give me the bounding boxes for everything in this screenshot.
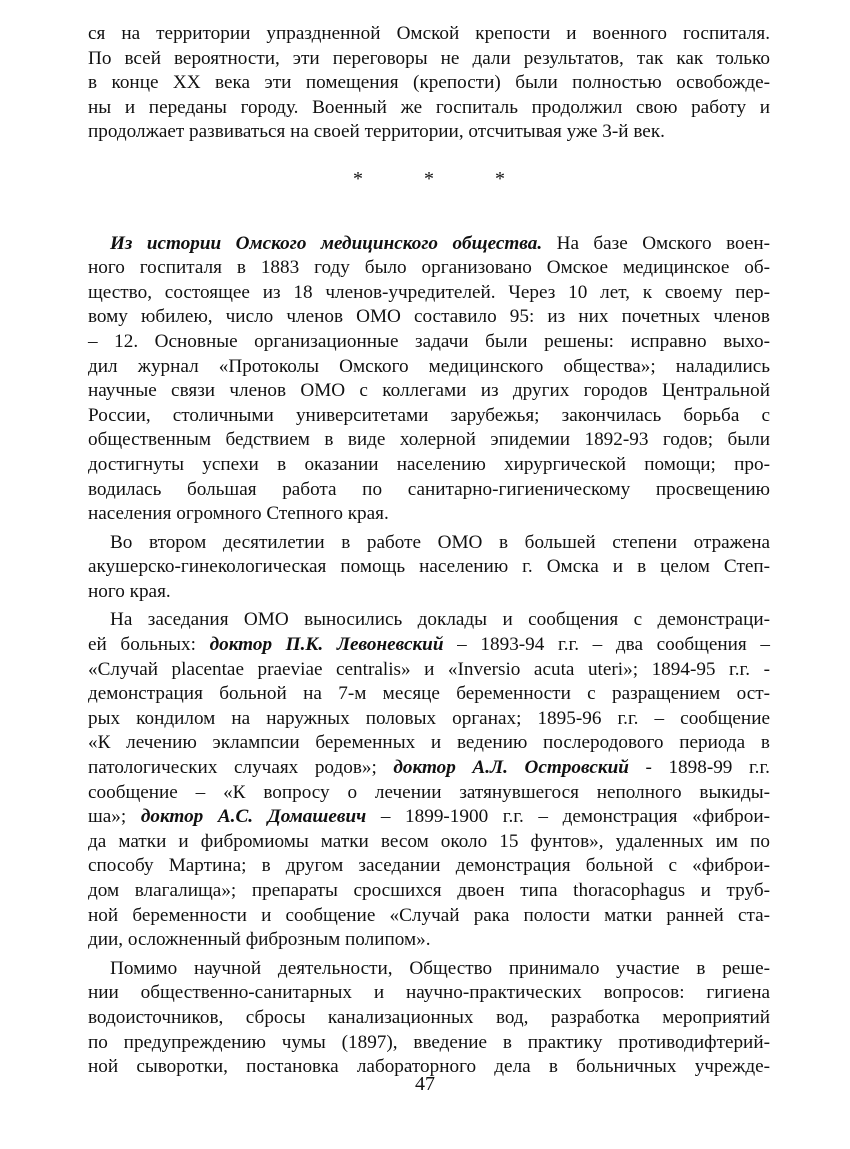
text-line: дии, осложненный фиброзным полипом». bbox=[88, 929, 431, 951]
text-fragment: – 1899-1900 г.г. – демонстрация «фиброи- bbox=[366, 806, 771, 828]
text-line: акушерско-гинекологическая помощь населению г. Омска и в целом Степ- bbox=[88, 556, 770, 578]
doctor-name: доктор А.С. Домашевич bbox=[140, 806, 367, 828]
text-line: нии общественно-санитарных и научно-практических вопросов: гигиена bbox=[88, 982, 770, 1004]
text-line: щество, состоящее из 18 членов-учредителей. Через 10 лет, к своему пер- bbox=[88, 281, 770, 303]
doctor-name: доктор А.Л. Островский bbox=[393, 757, 629, 779]
text-line bbox=[88, 756, 770, 781]
text-line: ной беременности и сообщение «Случай рака полости матки ранней ста- bbox=[88, 904, 770, 926]
section-title: Из истории Омского медицинского общества. bbox=[110, 232, 543, 254]
text-line: На заседания ОМО выносились доклады и сообщения с демонстраци- bbox=[110, 609, 770, 631]
text-line: России, столичными университетами зарубежья; закончилась борьба с bbox=[88, 404, 770, 426]
text-line: По всей вероятности, эти переговоры не дали результатов, так как только bbox=[88, 47, 770, 69]
text-fragment: ей больных: bbox=[88, 634, 210, 656]
page-body bbox=[88, 22, 770, 1084]
text-line bbox=[88, 633, 770, 658]
text-line: да матки и фибромиомы матки весом около 15 фунтов», удаленных им по bbox=[88, 830, 770, 852]
text-line: дил журнал «Протоколы Омского медицинского общества»; наладились bbox=[88, 355, 770, 377]
text-line: – 12. Основные организационные задачи были решены: исправно выхо- bbox=[88, 330, 770, 352]
text-line: в конце XX века эти помещения (крепости) были полностью освобожде- bbox=[88, 72, 770, 94]
text-line: «К лечению эклампсии беременных и ведению послеродового периода в bbox=[88, 732, 770, 754]
text-fragment: ша»; bbox=[88, 806, 141, 828]
paragraph-public-activity bbox=[88, 957, 770, 1080]
text-line: ся на территории упраздненной Омской крепости и военного госпиталя. bbox=[88, 23, 770, 44]
paragraph-reports bbox=[88, 608, 770, 952]
text-line: населения огромного Степного края. bbox=[88, 503, 389, 525]
section-separator: * * * bbox=[353, 167, 533, 190]
text-line: дом влагалища»; препараты сросшихся двоен типа thoracophagus и труб- bbox=[88, 880, 770, 901]
continuation-paragraph bbox=[88, 22, 770, 145]
text-line: водилась большая работа по санитарно-гигиеническому просвещению bbox=[88, 478, 770, 500]
text-line: продолжает развиваться на своей территории, отсчитывая уже 3-й век. bbox=[88, 121, 665, 143]
text-line: ны и переданы городу. Военный же госпиталь продолжил свою работу и bbox=[88, 96, 770, 118]
paragraph-history bbox=[88, 232, 770, 527]
text-line: Во втором десятилетии в работе ОМО в большей степени отражена bbox=[110, 531, 770, 553]
text-line: водоисточников, сбросы канализационных вод, разработка мероприятий bbox=[88, 1006, 770, 1028]
text-line: «Случай placentae praeviae centralis» и «Inversio acuta uteri»; 1894-95 г.г. - bbox=[88, 658, 770, 680]
text-line bbox=[88, 805, 770, 830]
text-fragment: - 1898-99 г.г. bbox=[628, 757, 770, 779]
text-line: по предупреждению чумы (1897), введение в практику противодифтерий- bbox=[88, 1031, 770, 1053]
text-line: ного госпиталя в 1883 году было организовано Омское медицинское об- bbox=[88, 257, 770, 279]
text-line: ной сыворотки, постановка лабораторного дела в больничных учрежде- bbox=[88, 1056, 770, 1078]
text-line: Помимо научной деятельности, Общество принимало участие в реше- bbox=[110, 957, 770, 979]
text-line: ного края. bbox=[88, 580, 171, 602]
text-line bbox=[88, 232, 770, 257]
text-line: демонстрация больной на 7-м месяце беременности с разращением ост- bbox=[88, 683, 770, 705]
text-line: рых кондилом на наружных половых органах; 1895-96 г.г. – сообщение bbox=[88, 707, 770, 729]
text-fragment: патологических случаях родов»; bbox=[88, 757, 394, 779]
text-line: общественным бедствием в виде холерной эпидемии 1892-93 годов; были bbox=[88, 429, 770, 451]
doctor-name: доктор П.К. Левоневский bbox=[209, 634, 444, 656]
paragraph-second-decade bbox=[88, 531, 770, 605]
text-line: способу Мартина; в другом заседании демонстрация больной с «фиброи- bbox=[88, 855, 770, 877]
text-fragment: На базе Омского воен- bbox=[542, 232, 771, 254]
text-fragment: – 1893-94 г.г. – два сообщения – bbox=[443, 634, 770, 656]
text-line: научные связи членов ОМО с коллегами из других городов Центральной bbox=[88, 380, 770, 402]
text-line: достигнуты успехи в оказании населению хирургической помощи; про- bbox=[88, 453, 770, 475]
text-line: вому юбилею, число членов ОМО составило 95: из них почетных членов bbox=[88, 306, 770, 328]
text-line: сообщение – «К вопросу о лечении затянувшегося неполного выкиды- bbox=[88, 781, 770, 803]
page-number: 47 bbox=[415, 1073, 435, 1095]
